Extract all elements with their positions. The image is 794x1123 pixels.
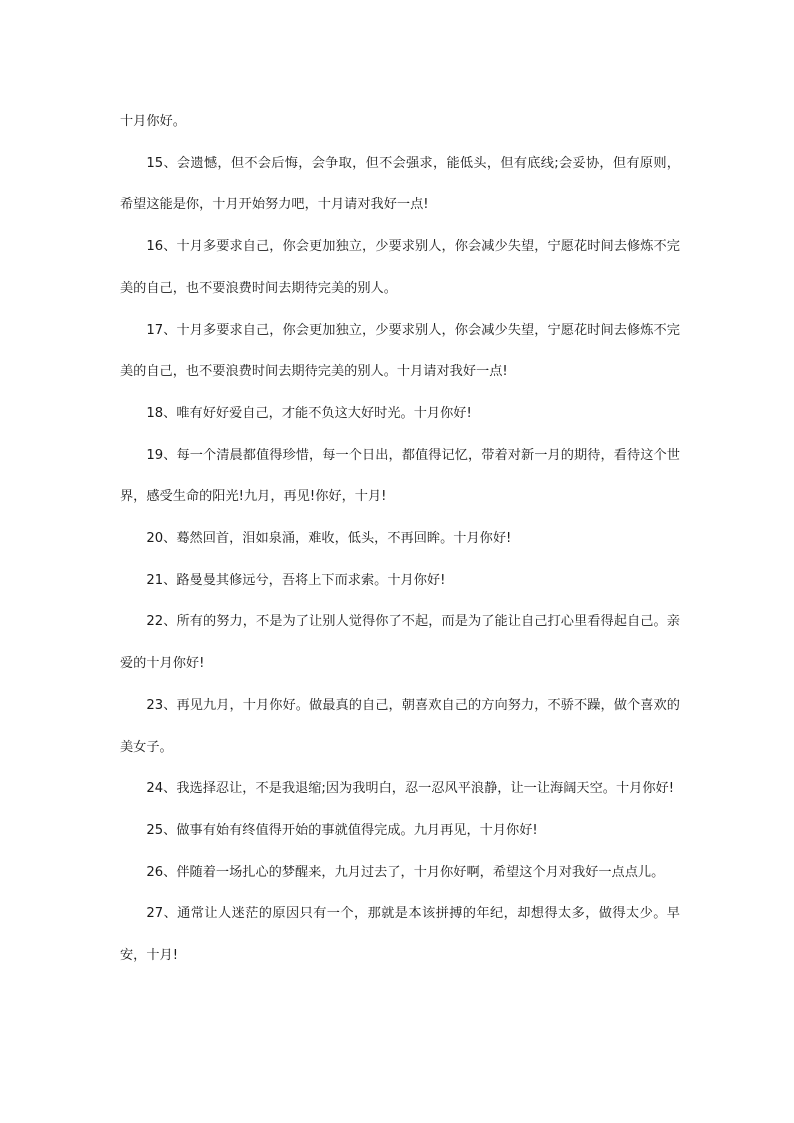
paragraph-23: 23、再见九月，十月你好。做最真的自己，朝喜欢自己的方向努力，不骄不躁，做个喜欢的美女子。	[120, 697, 680, 755]
paragraph-27: 27、通常让人迷茫的原因只有一个，那就是本该拼搏的年纪，却想得太多，做得太少。早安，十月!	[120, 906, 680, 964]
paragraph-25: 25、做事有始有终值得开始的事就值得完成。九月再见，十月你好!	[146, 822, 538, 838]
paragraph-17: 17、十月多要求自己，你会更加独立，少要求别人，你会减少失望，宁愿花时间去修炼不完美的自己，也不要浪费时间去期待完美的别人。十月请对我好一点!	[120, 322, 680, 380]
paragraph-18: 18、唯有好好爱自己，才能不负这大好时光。十月你好!	[146, 405, 472, 421]
paragraph-19: 19、每一个清晨都值得珍惜，每一个日出，都值得记忆，带着对新一月的期待，看待这个世界，感受生命的阳光!九月，再见!你好，十月!	[120, 447, 680, 505]
paragraph-continuation: 十月你好。	[120, 114, 186, 129]
paragraph-26: 26、伴随着一场扎心的梦醒来，九月过去了，十月你好啊，希望这个月对我好一点点儿。	[146, 864, 665, 880]
paragraph-24: 24、我选择忍让，不是我退缩;因为我明白，忍一忍风平浪静，让一让海阔天空。十月你好!	[146, 781, 675, 797]
paragraph-15: 15、会遗憾，但不会后悔，会争取，但不会强求，能低头，但有底线;会妥协，但有原则，希望这能是你，十月开始努力吧，十月请对我好一点!	[120, 155, 680, 213]
paragraph-20: 20、蓦然回首，泪如泉涌，难收，低头，不再回眸。十月你好!	[146, 531, 512, 547]
document-body	[120, 101, 680, 977]
paragraph-16: 16、十月多要求自己，你会更加独立，少要求别人，你会减少失望，宁愿花时间去修炼不完美的自己，也不要浪费时间去期待完美的别人。	[120, 239, 680, 296]
paragraph-21: 21、路曼曼其修远兮，吾将上下而求索。十月你好!	[146, 572, 446, 588]
paragraph-22: 22、所有的努力，不是为了让别人觉得你了不起，而是为了能让自己打心里看得起自己。亲爱的十月你好!	[120, 614, 680, 672]
